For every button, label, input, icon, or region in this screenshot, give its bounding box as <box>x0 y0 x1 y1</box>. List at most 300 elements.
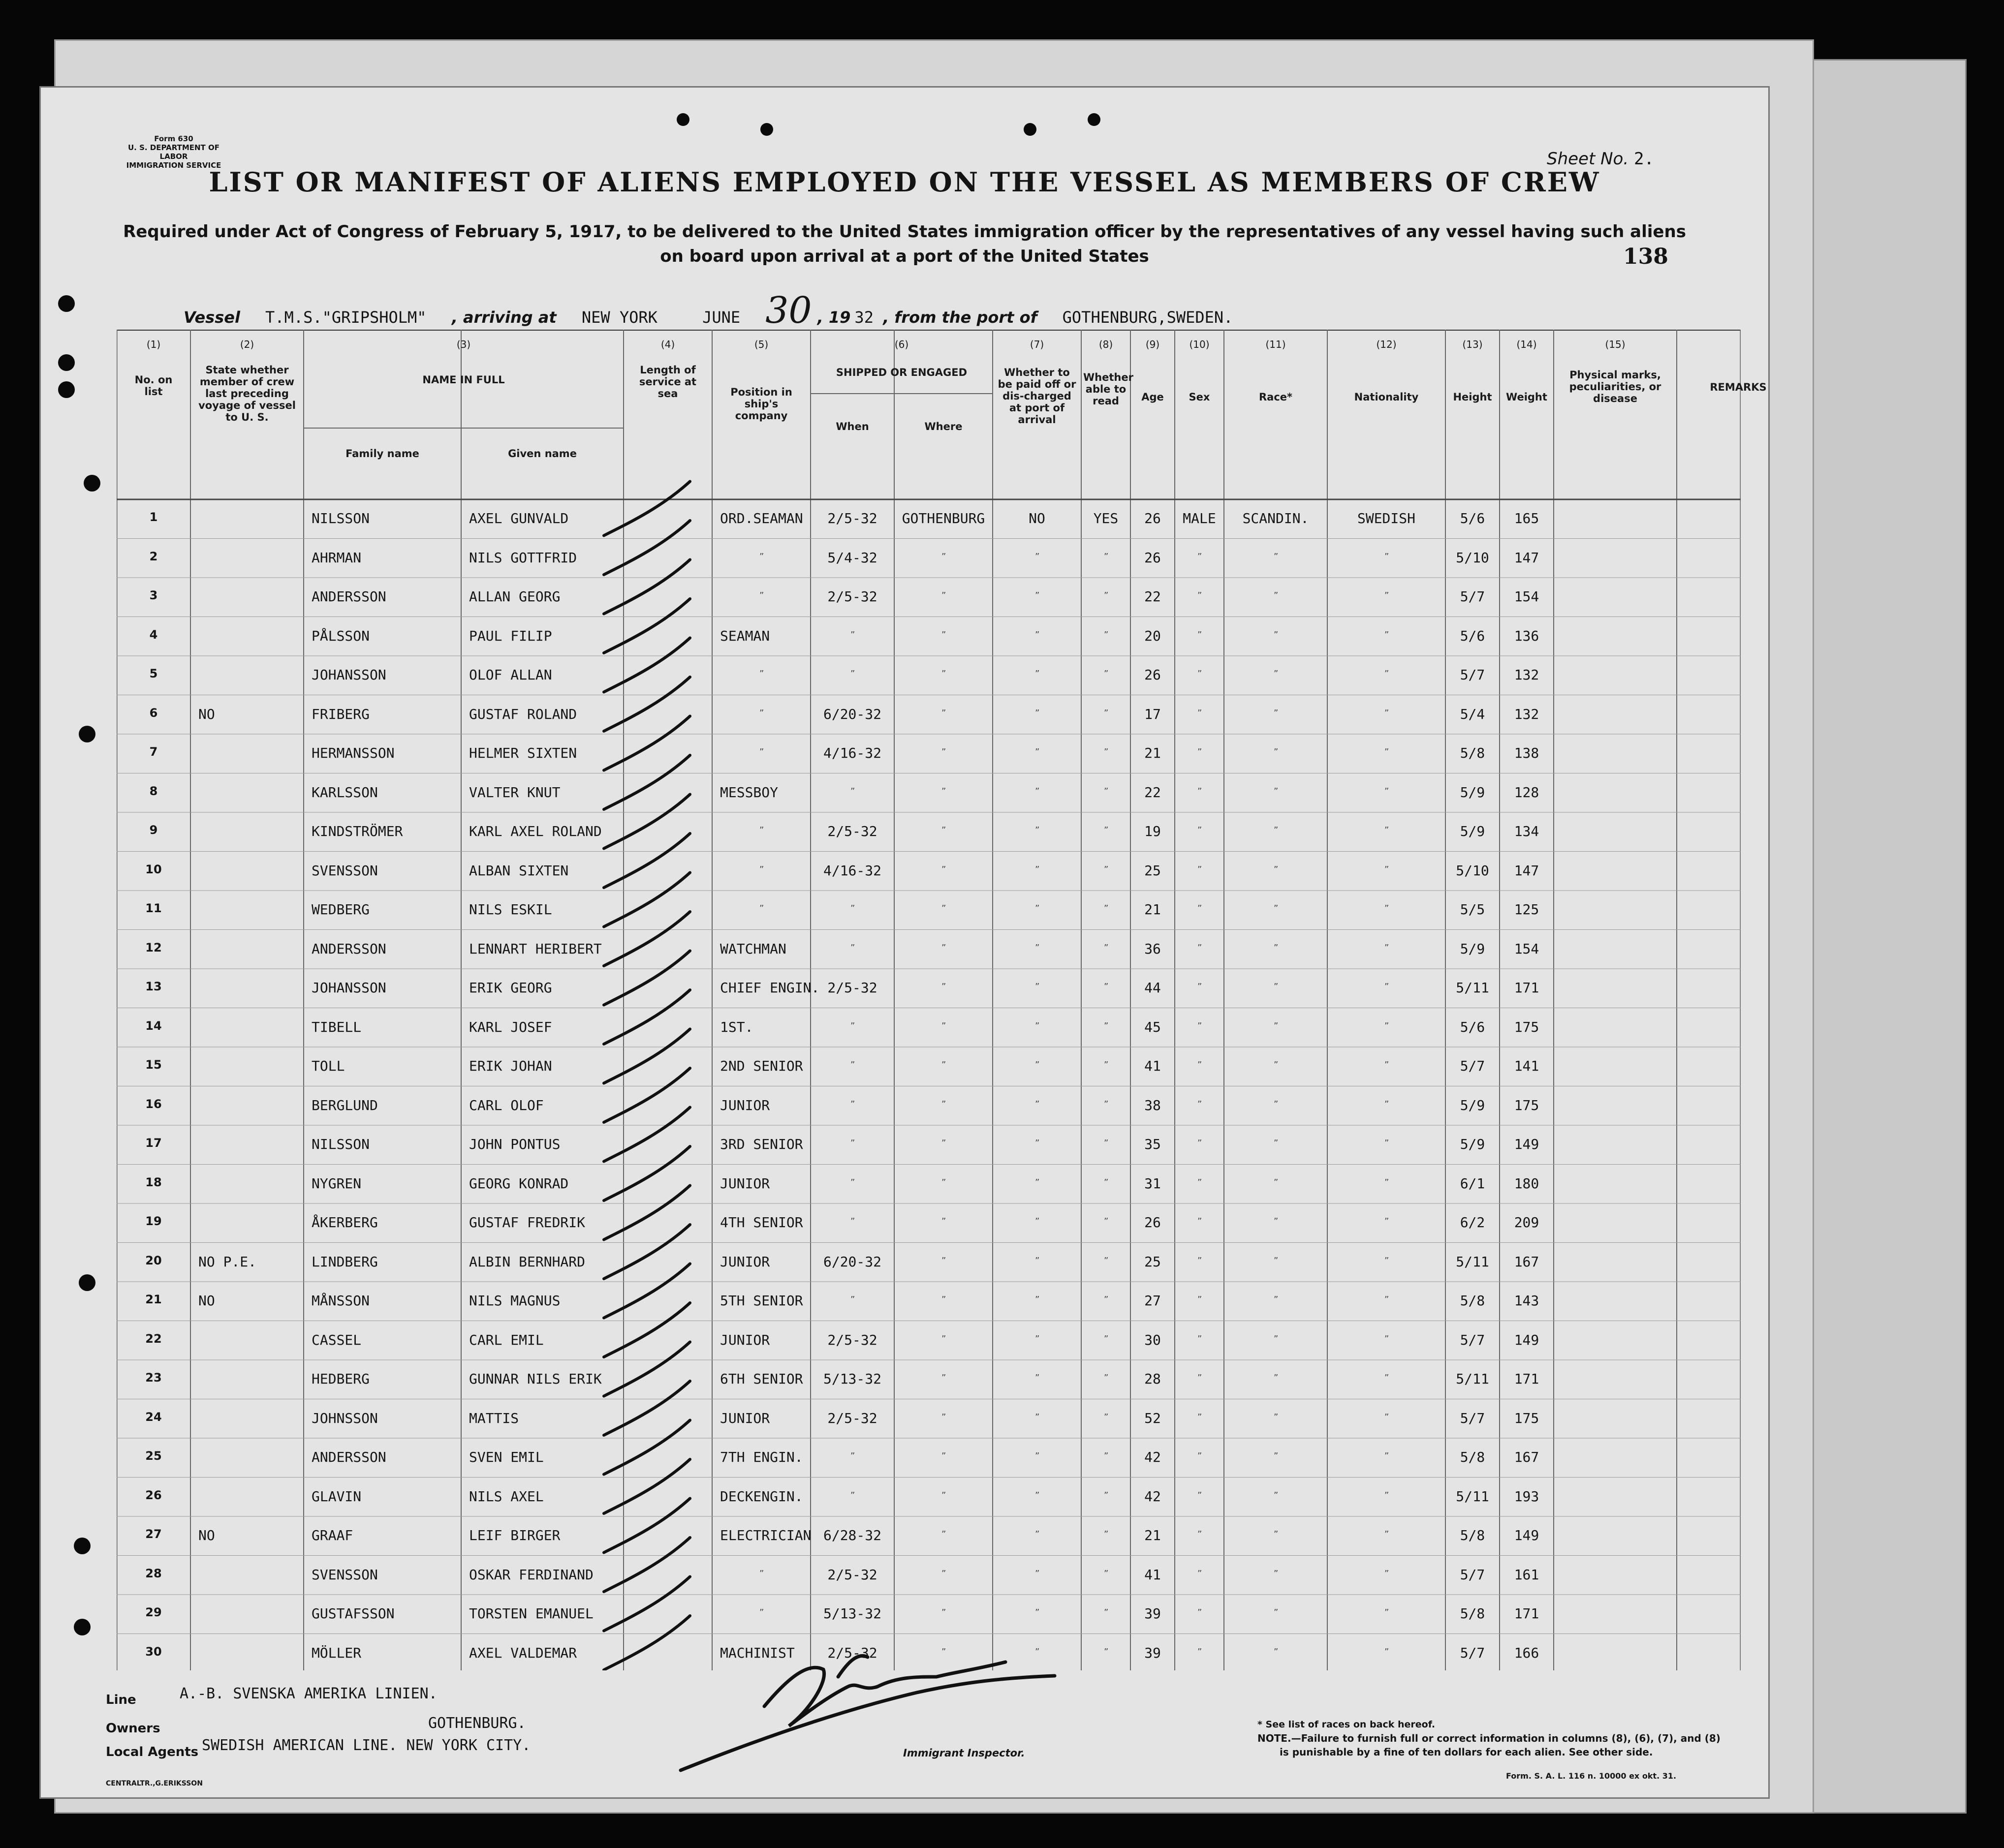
weight-cell: 171 <box>1514 1605 1539 1622</box>
ditto-mark: ” <box>1197 1020 1202 1031</box>
given-name-cell: JOHN PONTUS <box>469 1136 561 1152</box>
ditto-mark: ” <box>1197 903 1202 914</box>
form-code: Form. S. A. L. 116 n. 10000 ex okt. 31. <box>1506 1771 1677 1781</box>
races-note: * See list of races on back hereof. <box>1257 1719 1436 1730</box>
ditto-mark: ” <box>1104 1177 1109 1188</box>
ditto-mark: ” <box>1384 1568 1389 1579</box>
row-number: 23 <box>145 1371 162 1385</box>
ditto-mark: ” <box>759 825 764 835</box>
height-cell: 5/11 <box>1456 1371 1489 1387</box>
col-number-c12: (12) <box>1376 339 1397 350</box>
age-cell: 26 <box>1144 549 1161 566</box>
ditto-mark: ” <box>1104 1607 1109 1618</box>
ditto-mark: ” <box>1384 669 1389 679</box>
ditto-mark: ” <box>1384 1216 1389 1227</box>
ditto-mark: ” <box>759 747 764 757</box>
given-name-cell: ALBIN BERNHARD <box>469 1253 586 1270</box>
ditto-mark: ” <box>1274 1060 1279 1070</box>
ditto-mark: ” <box>1104 1490 1109 1501</box>
col-header-paid-off: Whether to be paid off or dis-charged at port of arrival <box>998 367 1076 426</box>
given-name-cell: TORSTEN EMANUEL <box>469 1605 594 1622</box>
age-cell: 41 <box>1144 1566 1161 1583</box>
col-header-when: When <box>836 421 869 432</box>
ditto-mark: ” <box>941 1216 946 1227</box>
given-name-cell: PAUL FILIP <box>469 627 552 644</box>
ditto-mark: ” <box>1197 590 1202 601</box>
given-name-cell: KARL JOSEF <box>469 1018 552 1035</box>
age-cell: 26 <box>1144 1214 1161 1231</box>
ditto-mark: ” <box>759 864 764 875</box>
given-name-cell: ALBAN SIXTEN <box>469 862 569 879</box>
ditto-mark: ” <box>1197 982 1202 992</box>
family-name-cell: GRAAF <box>312 1527 353 1543</box>
row-number: 15 <box>145 1058 162 1072</box>
ditto-mark: ” <box>1197 1333 1202 1344</box>
ditto-mark: ” <box>941 1020 946 1031</box>
age-cell: 30 <box>1144 1331 1161 1348</box>
arriving-port: NEW YORK <box>581 308 658 327</box>
punch-hole <box>84 475 100 492</box>
ditto-mark: ” <box>1274 903 1279 914</box>
ditto-mark: ” <box>1104 1138 1109 1148</box>
shipped-where-cell: GOTHENBURG <box>902 510 985 526</box>
shipped-when-cell: 4/16-32 <box>823 745 881 761</box>
col-header-family-name: Family name <box>345 448 419 460</box>
ditto-mark: ” <box>1197 669 1202 679</box>
punch-hole <box>760 123 773 136</box>
ditto-mark: ” <box>1274 1451 1279 1461</box>
ditto-mark: ” <box>1197 1529 1202 1540</box>
position-cell: 1ST. <box>720 1018 753 1035</box>
family-name-cell: JOHNSSON <box>312 1410 378 1426</box>
col-number-c15: (15) <box>1605 339 1626 350</box>
ditto-mark: ” <box>1274 1412 1279 1422</box>
failure-note: NOTE.—Failure to furnish full or correct information in columns (8), (6), (7), and (8) <box>1257 1732 1721 1744</box>
row-number: 1 <box>149 510 158 524</box>
ditto-mark: ” <box>941 747 946 757</box>
row-number: 10 <box>145 862 162 876</box>
col-header-physical-marks: Physical marks, peculiarities, or disease <box>1569 369 1661 404</box>
ditto-mark: ” <box>1274 1607 1279 1618</box>
row-number: 3 <box>149 588 158 602</box>
row-number: 19 <box>145 1214 162 1228</box>
ditto-mark: ” <box>1035 1216 1040 1227</box>
ditto-mark: ” <box>1274 1646 1279 1657</box>
position-cell: DECKENGIN. <box>720 1488 803 1505</box>
ditto-mark: ” <box>1384 1451 1389 1461</box>
col-number-c1: (1) <box>146 339 161 350</box>
ditto-mark: ” <box>1035 942 1040 953</box>
height-cell: 5/7 <box>1460 1566 1485 1583</box>
ditto-mark: ” <box>759 551 764 562</box>
height-cell: 5/8 <box>1460 1449 1485 1465</box>
ditto-mark: ” <box>1384 1333 1389 1344</box>
punch-hole <box>79 1274 95 1291</box>
family-name-cell: SVENSSON <box>312 1566 378 1583</box>
ditto-mark: ” <box>759 708 764 718</box>
family-name-cell: KINDSTRÖMER <box>312 823 403 839</box>
ditto-mark: ” <box>850 669 855 679</box>
ditto-mark: ” <box>1035 1490 1040 1501</box>
ditto-mark: ” <box>1104 903 1109 914</box>
ditto-mark: ” <box>1104 1020 1109 1031</box>
ditto-mark: ” <box>1197 1138 1202 1148</box>
shipped-when-cell: 6/20-32 <box>823 706 881 722</box>
row-number: 17 <box>145 1136 162 1150</box>
weight-cell: 209 <box>1514 1214 1539 1231</box>
row-number: 22 <box>145 1331 162 1346</box>
arriving-label: , arriving at <box>451 308 557 327</box>
row-number: 14 <box>145 1018 162 1033</box>
col-header-remarks: REMARKS <box>1710 381 1767 393</box>
ditto-mark: ” <box>941 1333 946 1344</box>
shipped-when-cell: 2/5-32 <box>827 1644 877 1661</box>
given-name-cell: GUNNAR NILS ERIK <box>469 1371 602 1387</box>
ditto-mark: ” <box>850 1177 855 1188</box>
ditto-mark: ” <box>1035 1255 1040 1266</box>
ditto-mark: ” <box>1035 1412 1040 1422</box>
position-cell: MACHINIST <box>720 1644 795 1661</box>
given-name-cell: HELMER SIXTEN <box>469 745 577 761</box>
weight-cell: 147 <box>1514 549 1539 566</box>
given-name-cell: ERIK GEORG <box>469 980 552 996</box>
given-name-cell: MATTIS <box>469 1410 519 1426</box>
ditto-mark: ” <box>1035 629 1040 640</box>
given-name-cell: CARL OLOF <box>469 1097 544 1113</box>
ditto-mark: ” <box>941 708 946 718</box>
weight-cell: 167 <box>1514 1253 1539 1270</box>
ditto-mark: ” <box>1035 1177 1040 1188</box>
weight-cell: 147 <box>1514 862 1539 879</box>
col-header-height: Height <box>1453 391 1492 403</box>
family-name-cell: BERGLUND <box>312 1097 378 1113</box>
age-cell: 39 <box>1144 1644 1161 1661</box>
position-cell: SEAMAN <box>720 627 770 644</box>
ditto-mark: ” <box>1104 942 1109 953</box>
ditto-mark: ” <box>1197 1451 1202 1461</box>
ditto-mark: ” <box>941 1529 946 1540</box>
col-number-c13: (13) <box>1462 339 1483 350</box>
family-name-cell: SVENSSON <box>312 862 378 879</box>
handwritten-marks <box>41 88 1768 1797</box>
age-cell: 44 <box>1144 980 1161 996</box>
ditto-mark: ” <box>759 1607 764 1618</box>
punch-hole <box>58 354 75 371</box>
given-name-cell: CARL EMIL <box>469 1331 544 1348</box>
height-cell: 5/8 <box>1460 1293 1485 1309</box>
weight-cell: 165 <box>1514 510 1539 526</box>
race-cell: SCANDIN. <box>1242 510 1309 526</box>
ditto-mark: ” <box>1104 669 1109 679</box>
ditto-mark: ” <box>941 629 946 640</box>
ditto-mark: ” <box>850 1138 855 1148</box>
weight-cell: 141 <box>1514 1058 1539 1074</box>
ditto-mark: ” <box>1384 825 1389 835</box>
given-name-cell: NILS AXEL <box>469 1488 544 1505</box>
family-name-cell: GUSTAFSSON <box>312 1605 395 1622</box>
ditto-mark: ” <box>1035 669 1040 679</box>
stamped-page-number: 138 <box>1623 244 1668 269</box>
ditto-mark: ” <box>1274 708 1279 718</box>
position-cell: 6TH SENIOR <box>720 1371 803 1387</box>
given-name-cell: NILS GOTTFRID <box>469 549 577 566</box>
height-cell: 5/7 <box>1460 1058 1485 1074</box>
family-name-cell: JOHANSSON <box>312 667 386 683</box>
ditto-mark: ” <box>1035 1451 1040 1461</box>
family-name-cell: HERMANSSON <box>312 745 395 761</box>
ditto-mark: ” <box>1035 708 1040 718</box>
position-cell: JUNIOR <box>720 1253 770 1270</box>
weight-cell: 149 <box>1514 1331 1539 1348</box>
row-number: 6 <box>149 706 158 720</box>
ditto-mark: ” <box>1384 1490 1389 1501</box>
ditto-mark: ” <box>1104 1216 1109 1227</box>
ditto-mark: ” <box>941 590 946 601</box>
weight-cell: 154 <box>1514 940 1539 957</box>
weight-cell: 175 <box>1514 1410 1539 1426</box>
ditto-mark: ” <box>941 1099 946 1109</box>
col-number-c3: (3) <box>456 339 471 350</box>
age-cell: 25 <box>1144 1253 1161 1270</box>
ditto-mark: ” <box>1274 864 1279 875</box>
height-cell: 5/11 <box>1456 1488 1489 1505</box>
ditto-mark: ” <box>941 825 946 835</box>
position-cell: MESSBOY <box>720 784 779 801</box>
vessel-label: Vessel <box>184 308 240 327</box>
ditto-mark: ” <box>1035 551 1040 562</box>
age-cell: 39 <box>1144 1605 1161 1622</box>
age-cell: 31 <box>1144 1175 1161 1192</box>
weight-cell: 166 <box>1514 1644 1539 1661</box>
height-cell: 5/9 <box>1460 1097 1485 1113</box>
ditto-mark: ” <box>1104 864 1109 875</box>
age-cell: 26 <box>1144 667 1161 683</box>
ditto-mark: ” <box>1384 1255 1389 1266</box>
ditto-mark: ” <box>1197 1294 1202 1305</box>
family-name-cell: PÅLSSON <box>312 627 370 644</box>
ditto-mark: ” <box>1274 629 1279 640</box>
position-cell: ORD.SEAMAN <box>720 510 803 526</box>
ditto-mark: ” <box>1274 786 1279 797</box>
given-name-cell: VALTER KNUT <box>469 784 561 801</box>
able-to-read-cell: YES <box>1093 510 1119 526</box>
family-name-cell: CASSEL <box>312 1331 362 1348</box>
height-cell: 5/7 <box>1460 1331 1485 1348</box>
family-name-cell: FRIBERG <box>312 706 370 722</box>
height-cell: 5/5 <box>1460 901 1485 918</box>
ditto-mark: ” <box>1274 1099 1279 1109</box>
ditto-mark: ” <box>1104 1060 1109 1070</box>
age-cell: 20 <box>1144 627 1161 644</box>
paid-off-cell: NO <box>1029 510 1045 526</box>
row-number: 29 <box>145 1605 162 1619</box>
col-number-c8: (8) <box>1098 339 1113 350</box>
ditto-mark: ” <box>1384 1373 1389 1383</box>
ditto-mark: ” <box>941 1490 946 1501</box>
ditto-mark: ” <box>1384 786 1389 797</box>
ditto-mark: ” <box>759 1568 764 1579</box>
row-number: 5 <box>149 667 158 680</box>
shipped-when-cell: 5/13-32 <box>823 1371 881 1387</box>
ditto-mark: ” <box>941 1177 946 1188</box>
col-number-c11: (11) <box>1265 339 1286 350</box>
row-number: 20 <box>145 1253 162 1267</box>
agents-value: SWEDISH AMERICAN LINE. NEW YORK CITY. <box>202 1737 531 1754</box>
position-cell: 3RD SENIOR <box>720 1136 803 1152</box>
ditto-mark: ” <box>1104 708 1109 718</box>
given-name-cell: LEIF BIRGER <box>469 1527 561 1543</box>
age-cell: 21 <box>1144 1527 1161 1543</box>
from-label: , from the port of <box>883 308 1037 327</box>
ditto-mark: ” <box>759 590 764 601</box>
family-name-cell: ANDERSSON <box>312 940 386 957</box>
ditto-mark: ” <box>1384 629 1389 640</box>
shipped-when-cell: 2/5-32 <box>827 1410 877 1426</box>
ditto-mark: ” <box>1274 1138 1279 1148</box>
row-number: 8 <box>149 784 158 798</box>
position-cell: 7TH ENGIN. <box>720 1449 803 1465</box>
ditto-mark: ” <box>1197 708 1202 718</box>
given-name-cell: NILS ESKIL <box>469 901 552 918</box>
family-name-cell: NYGREN <box>312 1175 362 1192</box>
punch-hole <box>1088 113 1100 126</box>
ditto-mark: ” <box>1197 629 1202 640</box>
ditto-mark: ” <box>850 629 855 640</box>
row-number: 2 <box>149 549 158 563</box>
col-header-where: Where <box>924 421 963 432</box>
given-name-cell: KARL AXEL ROLAND <box>469 823 602 839</box>
given-name-cell: GEORG KONRAD <box>469 1175 569 1192</box>
ditto-mark: ” <box>1274 1216 1279 1227</box>
ditto-mark: ” <box>1197 1060 1202 1070</box>
height-cell: 5/9 <box>1460 784 1485 801</box>
ditto-mark: ” <box>1197 1412 1202 1422</box>
height-cell: 5/9 <box>1460 823 1485 839</box>
ditto-mark: ” <box>1274 551 1279 562</box>
col-header-position: Position in ship's company <box>730 386 792 422</box>
form-department: U. S. DEPARTMENT OF LABOR <box>127 143 220 161</box>
height-cell: 5/8 <box>1460 1527 1485 1543</box>
ditto-mark: ” <box>1384 942 1389 953</box>
ditto-mark: ” <box>850 1451 855 1461</box>
family-name-cell: ANDERSSON <box>312 588 386 605</box>
row-number: 24 <box>145 1410 162 1424</box>
ditto-mark: ” <box>1197 1177 1202 1188</box>
ditto-mark: ” <box>941 982 946 992</box>
ditto-mark: ” <box>1384 982 1389 992</box>
departure-port: GOTHENBURG,SWEDEN. <box>1062 308 1233 327</box>
col-header-age: Age <box>1141 391 1164 403</box>
ditto-mark: ” <box>1197 1646 1202 1657</box>
ditto-mark: ” <box>1384 903 1389 914</box>
ditto-mark: ” <box>1274 669 1279 679</box>
ditto-mark: ” <box>759 903 764 914</box>
col-header-sex: Sex <box>1189 391 1210 403</box>
ditto-mark: ” <box>941 1607 946 1618</box>
family-name-cell: ÅKERBERG <box>312 1214 378 1231</box>
ditto-mark: ” <box>1274 825 1279 835</box>
col-number-c14: (14) <box>1516 339 1537 350</box>
weight-cell: 167 <box>1514 1449 1539 1465</box>
form-number: Form 630 <box>154 134 193 143</box>
height-cell: 5/8 <box>1460 1605 1485 1622</box>
ditto-mark: ” <box>1384 1138 1389 1148</box>
age-cell: 22 <box>1144 784 1161 801</box>
ditto-mark: ” <box>850 1216 855 1227</box>
ditto-mark: ” <box>1274 590 1279 601</box>
age-cell: 52 <box>1144 1410 1161 1426</box>
ditto-mark: ” <box>1035 590 1040 601</box>
ditto-mark: ” <box>850 1490 855 1501</box>
ditto-mark: ” <box>941 1138 946 1148</box>
ditto-mark: ” <box>1104 590 1109 601</box>
height-cell: 5/6 <box>1460 510 1485 526</box>
ditto-mark: ” <box>1104 825 1109 835</box>
col-header-given-name: Given name <box>508 448 577 460</box>
height-cell: 5/11 <box>1456 1253 1489 1270</box>
ditto-mark: ” <box>1104 747 1109 757</box>
age-cell: 21 <box>1144 901 1161 918</box>
given-name-cell: GUSTAF FREDRIK <box>469 1214 586 1231</box>
age-cell: 26 <box>1144 510 1161 526</box>
height-cell: 5/11 <box>1456 980 1489 996</box>
age-cell: 41 <box>1144 1058 1161 1074</box>
weight-cell: 134 <box>1514 823 1539 839</box>
age-cell: 22 <box>1144 588 1161 605</box>
given-name-cell: SVEN EMIL <box>469 1449 544 1465</box>
row-number: 26 <box>145 1488 162 1502</box>
ditto-mark: ” <box>1384 1529 1389 1540</box>
ditto-mark: ” <box>1035 786 1040 797</box>
ditto-mark: ” <box>1035 1568 1040 1579</box>
ditto-mark: ” <box>850 903 855 914</box>
ditto-mark: ” <box>1035 982 1040 992</box>
ditto-mark: ” <box>1104 1529 1109 1540</box>
weight-cell: 171 <box>1514 1371 1539 1387</box>
given-name-cell: ERIK JOHAN <box>469 1058 552 1074</box>
given-name-cell: NILS MAGNUS <box>469 1293 561 1309</box>
weight-cell: 180 <box>1514 1175 1539 1192</box>
ditto-mark: ” <box>1197 1216 1202 1227</box>
height-cell: 6/1 <box>1460 1175 1485 1192</box>
owners-label: Owners <box>106 1721 160 1736</box>
ditto-mark: ” <box>1274 1255 1279 1266</box>
ditto-mark: ” <box>1384 590 1389 601</box>
age-cell: 28 <box>1144 1371 1161 1387</box>
ditto-mark: ” <box>1384 708 1389 718</box>
ditto-mark: ” <box>1384 864 1389 875</box>
last-voyage-cell: NO <box>198 1527 215 1543</box>
ditto-mark: ” <box>1035 1333 1040 1344</box>
weight-cell: 136 <box>1514 627 1539 644</box>
ditto-mark: ” <box>1274 1490 1279 1501</box>
weight-cell: 143 <box>1514 1293 1539 1309</box>
ditto-mark: ” <box>1104 1294 1109 1305</box>
page-subtitle: Required under Act of Congress of February 5, 1917, to be delivered to the United States immigration officer by the representatives of any vessel having such aliens on board upon arrival at a port of the United States <box>123 222 1686 266</box>
row-number: 12 <box>145 940 162 955</box>
ditto-mark: ” <box>1384 1099 1389 1109</box>
ditto-mark: ” <box>1274 1529 1279 1540</box>
ditto-mark: ” <box>1104 629 1109 640</box>
ditto-mark: ” <box>1197 551 1202 562</box>
ditto-mark: ” <box>1384 551 1389 562</box>
shipped-when-cell: 6/20-32 <box>823 1253 881 1270</box>
given-name-cell: GUSTAF ROLAND <box>469 706 577 722</box>
family-name-cell: MÅNSSON <box>312 1293 370 1309</box>
ditto-mark: ” <box>1274 1020 1279 1031</box>
ditto-mark: ” <box>850 1294 855 1305</box>
row-number: 28 <box>145 1566 162 1580</box>
